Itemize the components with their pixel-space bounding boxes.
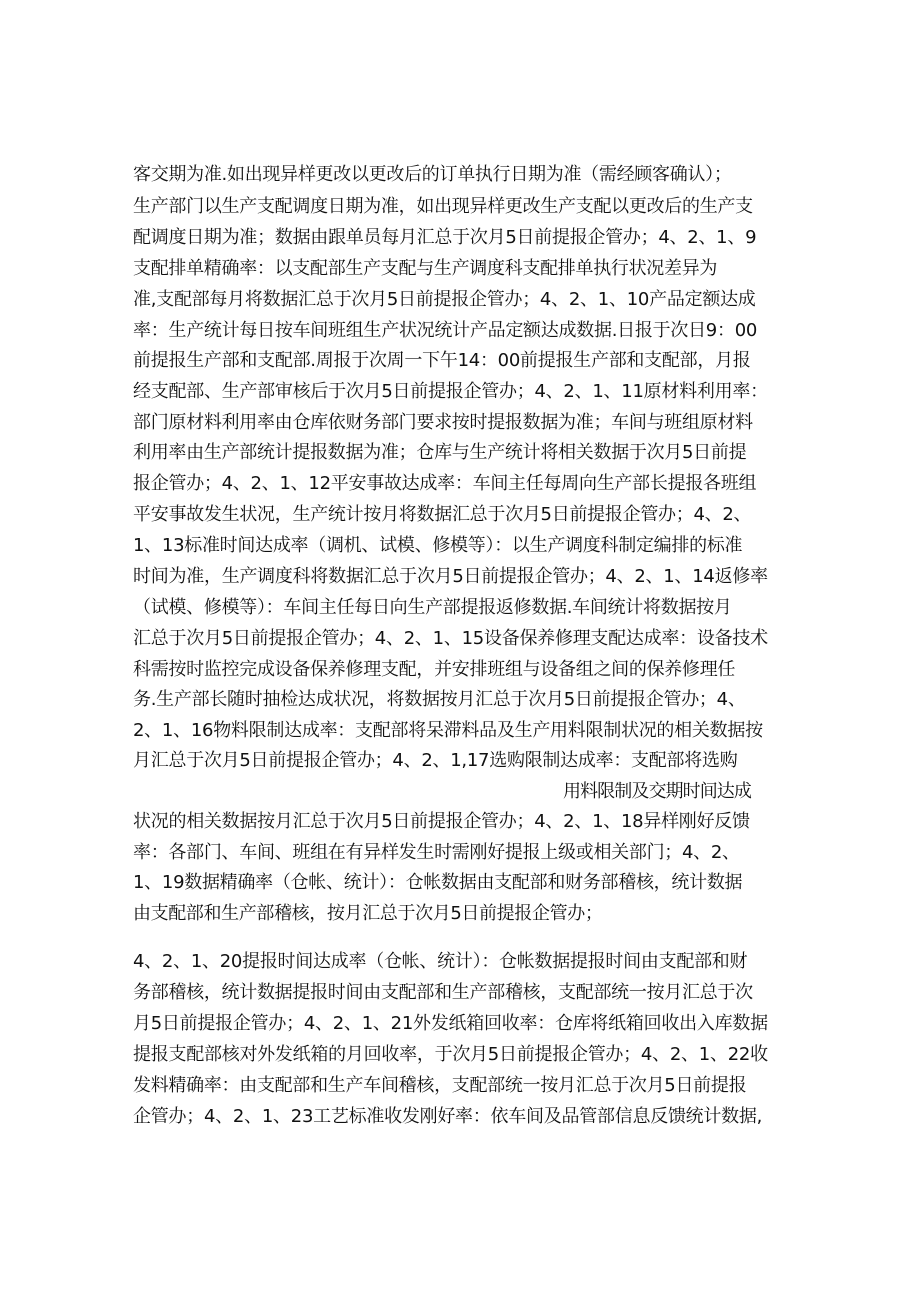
- text-line: 时间为准，生产调度科将数据汇总于次月5日前提报企管办；4、2、1、14返修率: [133, 566, 768, 587]
- text-line: 2、1、16物料限制达成率：支配部将呆滞料品及生产用料限制状况的相关数据按: [133, 720, 763, 741]
- text-line-indented: 用料限制及交期时间达成: [563, 781, 751, 802]
- text-line: 4、2、1、20提报时间达成率（仓帐、统计）：仓帐数据提报时间由支配部和财: [133, 951, 748, 972]
- text-line: 客交期为准.如出现异样更改以更改后的订单执行日期为准（需经顾客确认）；: [133, 164, 732, 185]
- text-line: 配调度日期为准；数据由跟单员每月汇总于次月5日前提报企管办；4、2、1、9: [133, 227, 757, 248]
- text-line: 务部稽核，统计数据提报时间由支配部和生产部稽核，支配部统一按月汇总于次: [133, 982, 753, 1003]
- text-line: 率：各部门、车间、班组在有异样发生时需刚好提报上级或相关部门；4、2、: [133, 842, 740, 863]
- text-line: 利用率由生产部统计提报数据为准；仓库与生产统计将相关数据于次月5日前提: [133, 442, 747, 463]
- text-line: 发料精确率：由支配部和生产车间稽核，支配部统一按月汇总于次月5日前提报: [133, 1075, 747, 1096]
- text-line: 生产部门以生产支配调度日期为准，如出现异样更改生产支配以更改后的生产支: [133, 196, 753, 217]
- text-line: 务.生产部长随时抽检达成状况，将数据按月汇总于次月5日前提报企管办；4、: [133, 689, 746, 710]
- text-line: 支配排单精确率：以支配部生产支配与生产调度科支配排单执行状况差异为: [133, 258, 718, 279]
- text-line: 月汇总于次月5日前提报企管办；4、2、1,17选购限制达成率：支配部将选购: [133, 750, 738, 771]
- text-line: 平安事故发生状况，生产统计按月将数据汇总于次月5日前提报企管办；4、2、: [133, 504, 752, 525]
- text-line: 率：生产统计每日按车间班组生产状况统计产品定额达成数据.日报于次日9：00: [133, 320, 758, 341]
- text-line: 1、13标准时间达成率（调机、试模、修模等）：以生产调度科制定编排的标准: [133, 535, 743, 556]
- text-line: 由支配部和生产部稽核，按月汇总于次月5日前提报企管办；: [133, 903, 603, 924]
- text-line: 经支配部、生产部审核后于次月5日前提报企管办；4、2、1、11原材料利用率：: [133, 381, 768, 402]
- text-line: 前提报生产部和支配部.周报于次周一下午14：00前提报生产部和支配部，月报: [133, 350, 751, 371]
- text-line: 部门原材料利用率由仓库依财务部门要求按时提报数据为准；车间与班组原材料: [133, 412, 753, 433]
- text-line: 报企管办；4、2、1、12平安事故达成率：车间主任每周向生产部长提报各班组: [133, 473, 757, 494]
- text-line: 状况的相关数据按月汇总于次月5日前提报企管办；4、2、1、18异样刚好反馈: [133, 811, 750, 832]
- text-line: 1、19数据精确率（仓帐、统计）：仓帐数据由支配部和财务部稽核，统计数据: [133, 872, 743, 893]
- text-line: 汇总于次月5日前提报企管办；4、2、1、15设备保养修理支配达成率：设备技术: [133, 628, 768, 649]
- text-line: 提报支配部核对外发纸箱的月回收率，于次月5日前提报企管办；4、2、1、22收: [133, 1044, 768, 1065]
- text-line: 企管办；4、2、1、23工艺标准收发刚好率：依车间及品管部信息反馈统计数据,: [133, 1106, 763, 1127]
- text-line: 月5日前提报企管办；4、2、1、21外发纸箱回收率：仓库将纸箱回收出入库数据: [133, 1013, 768, 1034]
- text-line: 科需按时监控完成设备保养修理支配，并安排班组与设备组之间的保养修理任: [133, 659, 736, 680]
- text-line: 准,支配部每月将数据汇总于次月5日前提报企管办；4、2、1、10产品定额达成: [133, 289, 756, 310]
- text-line: （试模、修模等）：车间主任每日向生产部提报返修数据.车间统计将数据按月: [133, 597, 732, 618]
